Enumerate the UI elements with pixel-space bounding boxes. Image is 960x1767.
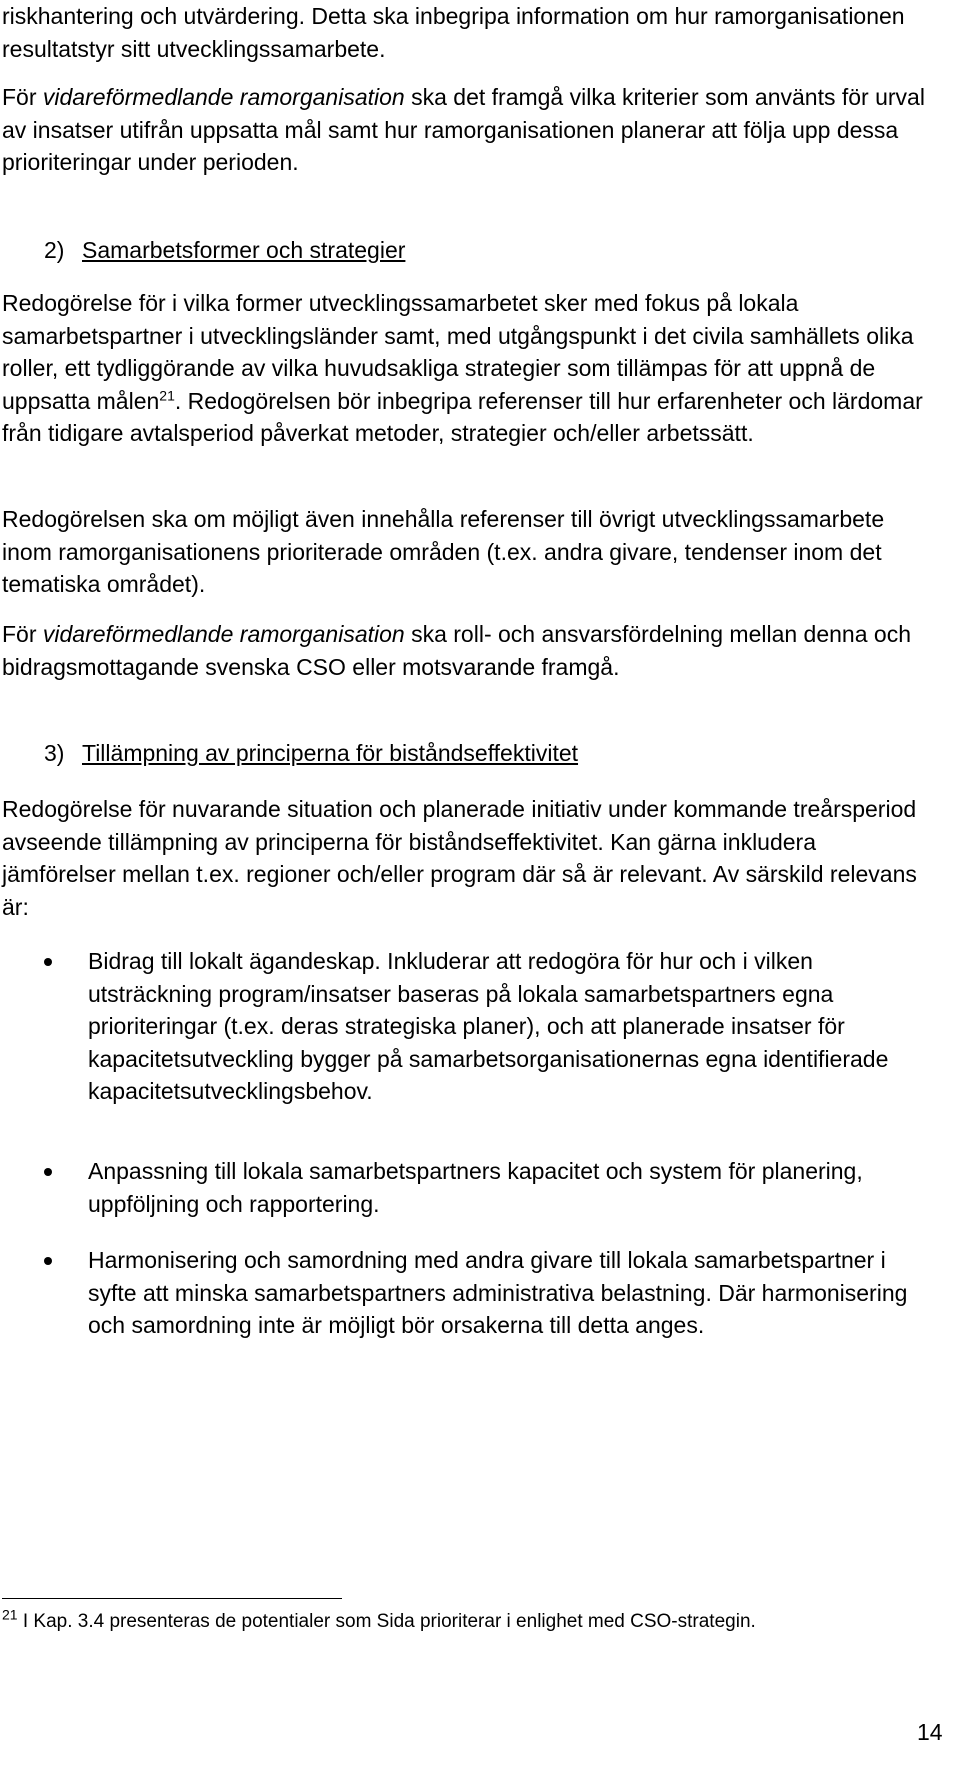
text-segment: För bbox=[2, 84, 43, 110]
text-segment: ska det framgå vilka kriterier som använts för urval av insatser utifrån uppsatta mål samt hur ramorganisationen planerar att följa upp dessa prioriteringar under perioden. bbox=[2, 84, 925, 175]
text-segment: För bbox=[2, 621, 43, 647]
footnote-separator bbox=[2, 1598, 342, 1599]
paragraph-vidareformedlande-2 bbox=[2, 618, 932, 683]
text-segment: ska roll- och ansvarsfördelning mellan denna och bidragsmottagande svenska CSO eller motsvarande framgå. bbox=[2, 621, 911, 680]
paragraph-vidareformedlande-1 bbox=[2, 81, 932, 179]
list-item-text: Harmonisering och samordning med andra givare till lokala samarbetspartner i syfte att minska samarbetspartners administrativa belastning. Där harmonisering och samordning inte är möjligt bör orsakerna till detta anges. bbox=[88, 1247, 908, 1338]
paragraph-bistandseffektivitet: Redogörelse för nuvarande situation och planerade initiativ under kommande treårsperiod avseende tillämpning av principerna för biståndseffektivitet. Kan gärna inkludera jämförelser mellan t.ex. regioner och/eller program där så är relevant. Av särskild relevans är: bbox=[2, 796, 917, 920]
paragraph-intro: riskhantering och utvärdering. Detta ska inbegripa information om hur ramorganisationen resultatstyr sitt utvecklingssamarbete. bbox=[2, 3, 905, 62]
section-heading-2 bbox=[44, 234, 405, 267]
list-item-text: Anpassning till lokala samarbetspartners kapacitet och system för planering, uppföljning och rapportering. bbox=[88, 1158, 863, 1217]
paragraph-referenser: Redogörelsen ska om möjligt även innehålla referenser till övrigt utvecklingssamarbete inom ramorganisationens prioriterade områden (t.ex. andra givare, tendenser inom det tematiska området). bbox=[2, 506, 885, 597]
italic-term: vidareförmedlande ramorganisation bbox=[42, 621, 405, 647]
footnote-text: I Kap. 3.4 presenteras de potentialer som Sida prioriterar i enlighet med CSO-strategin. bbox=[22, 1611, 756, 1632]
list-item-text: Bidrag till lokalt ägandeskap. Inkluderar att redogöra för hur och i vilken utsträckning program/insatser baseras på lokala samarbetspartners egna prioriteringar (t.ex. deras strategiska planer), och att planerade insatser för kapacitetsutveckling bygger på samarbetsorganisationernas egna identifierade kapacitetsutvecklingsbehov. bbox=[88, 948, 889, 1104]
paragraph-samarbetsformer bbox=[2, 287, 932, 450]
bullet-icon bbox=[44, 1168, 52, 1176]
footnote-reference[interactable]: 21 bbox=[159, 386, 175, 403]
footnote-number: 21 bbox=[2, 1606, 18, 1623]
footnote bbox=[2, 1608, 942, 1636]
section-heading-3 bbox=[44, 737, 578, 770]
heading-title: Tillämpning av principerna för biståndseffektivitet bbox=[82, 740, 579, 766]
heading-title: Samarbetsformer och strategier bbox=[82, 237, 406, 263]
page-number: 14 bbox=[917, 1719, 943, 1745]
italic-term: vidareförmedlande ramorganisation bbox=[42, 84, 405, 110]
bullet-icon bbox=[44, 958, 52, 966]
text-segment: Redogörelse för i vilka former utvecklingssamarbetet sker med fokus på lokala samarbetspartner i utvecklingsländer samt, med utgångspunkt i det civila samhällets olika roller, ett tydliggörande av vilka huvudsakliga strategier som tillämpas för att uppnå de uppsatta målen bbox=[2, 290, 914, 414]
text-segment: . Redogörelsen bör inbegripa referenser till hur erfarenheter och lärdomar från tidigare avtalsperiod påverkat metoder, strategier och/eller arbetssätt. bbox=[2, 387, 923, 446]
heading-number: 2) bbox=[44, 237, 65, 263]
heading-number: 3) bbox=[44, 740, 65, 766]
bullet-icon bbox=[44, 1257, 52, 1265]
